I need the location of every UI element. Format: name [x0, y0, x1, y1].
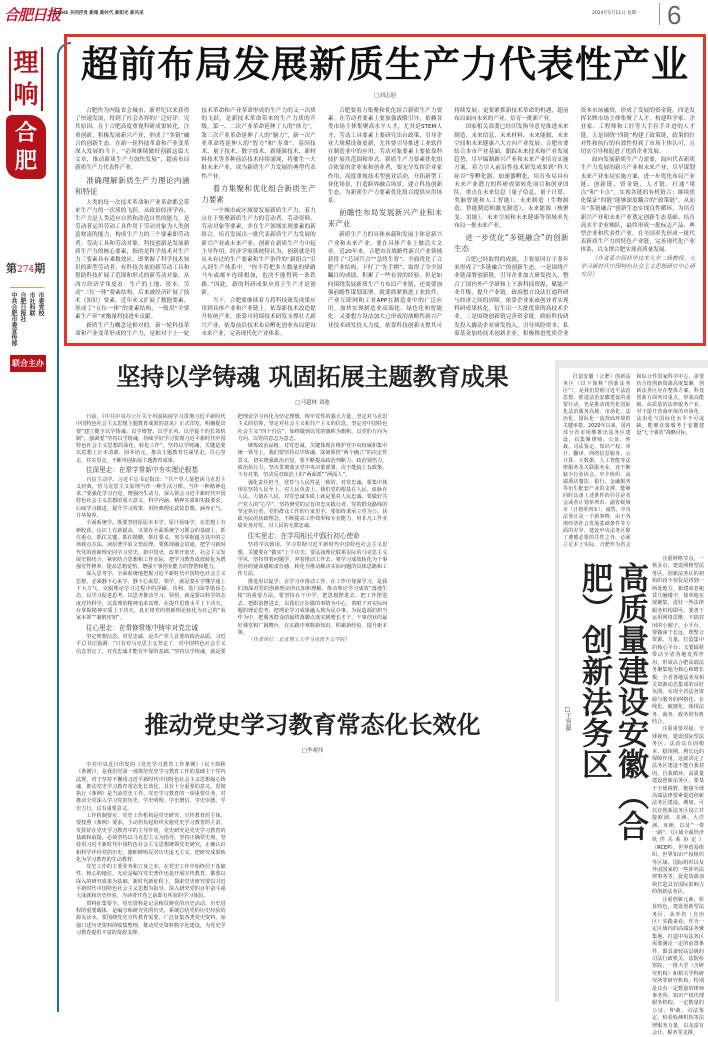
column-brand-logo	[6, 47, 46, 179]
paragraph: 深入思考学。全面系统地把握习近平新时代中国特色社会主义思想，必须静下心来学、静下心来思。领学，就是要在学懂学通上下大力气，克服理论学习过程中的浮躁、功利、装门面等错误心态，以学习促进思考，以思考推动学习。领悟，就是要以科学的态度对待科学，以真理的精神追求真理，在提升思想水平上下功夫，在掌握精神实质上下功夫，真正将党的创新理论转化为自己的“看家本领”“制胜密钥”。	[76, 571, 226, 622]
paragraph: 新质生产力的具体承载和发展主体是新兴产业和未来产业，要在具体产业上做活大文章。近20年来，合肥市在战略性新兴产业领域获得了“芯屏汽合”“急终生智”，全面优化了合肥产业结构，下好了“先手棋”，取得了令全国瞩目的成绩，积累了一些有效的经验。但是如何围绕发展新质生产力布局产业链，还需要加强前瞻性谋划部署。就要抓紧推进工业软件、产业互联网和工业APP在制造业中的广泛应用，加快实现制造业高端化、绿色化和智能化；又要想方设法加大已形成的战略性新兴产业技术研发投入力度，依靠科技创新支撑其可持续发展；更要紧抓新技术革命的机遇，超前布局面向未来的产业，培育一批新产业。	[327, 108, 569, 329]
paragraph: 一个城市或区域要发展新质生产力，着力点在于集聚新质生产力的劳动者、劳动资料、劳动对象等要素，并在生产领域实现要素的新组合，培育发展出一批代表新质生产力发展的新兴产业或未来产业。创新在新质生产力中起主导作用。经济学家熊彼特认为，创新就是将从未有过的生产要素和生产条件的“新组合”引入到生产体系中。“你不管把多大数量的驿路马车或邮车连续相加，也决不能得到一条铁路。”因此，新的科研成果应用于生产才是创新。	[201, 207, 316, 296]
article-byline: □刘志迎	[374, 93, 396, 99]
article-title: 推动党史学习教育常态化长效化	[144, 710, 481, 739]
section-subheading: 前瞻性布局发展新兴产业和未来产业	[327, 208, 443, 229]
paragraph: 全面系统学。既要坚持原原本本学、原汁原味学，在思想上有新收获、认识上有新提高，又要在全面系统学习领会的基础上，抓住重点、抓住关键、抓住精髓，抓住要义，努力掌握蕴含其中的立场观点方法，读原著学原文悟原理，要体现融会贯通，把学习新时代党的创新理论同学习党史、新中国史、改革开放史、社会主义发展史相结合，紧密结合思想和工作实际，把学习教育成效转化为增强党性修养、提高思想觉悟、增强干事创业能力的智慧和能力。	[76, 520, 226, 571]
paragraph: 国家相关部委已经印发指导意见推进未来制造、未来信息、未来材料、未来能源、未来空间和未来健康六大方向产业发展。合肥市要结合本市产业基础，跟踪未来技术和产业发展趋势，尽早编制新兴产业和未来产业培育实施方案，着力引入前沿性技术研发成果到“科大硅谷”等孵化器、加速器孵化，培育布局具有未来产业潜力的科研成果转化项目和创业团队。重点在未来信息（量子信息、量子计算、类脑智能和人工智能）、未来制造（生物制造、智能制造和激光制造）、未来能源（核聚变、氢能）、未来空间和未来健康等领域率先布局一批未来产业。	[454, 124, 569, 229]
paragraph: 当下，合肥要继续着力将科技研发成果应用到具体产业和产业链上，依靠新技术改造提升传统产业，依靠可持续技术研发支撑壮大新兴产业，依靠前沿技术布局孵化创业布局建设未来产业，完善现代化产业体系。	[201, 298, 316, 337]
article	[70, 352, 555, 660]
article-byline: □王智源	[564, 706, 571, 731]
paragraph: 合肥已经取得的成就，主要原因在于多年来形成了“多链融合”的创新生态。一是围绕产业链部署创新链。引导企业加大研发投入，整合了国内外产学研和上下游科技资源，赋能产业升级，提升产业链。政府想方设法打通科研与经济之间的屏障，依靠企业家或创业者实现科研成果转化，衍生出一大批优质的高技术企业。三是围绕创新链完善资金链。政府科技研发投入撬动企业研发投入，引导风险资本、私募基金加持技术创新企业，积极推进优质企业资本市场融资，形成了发展的资金链。四是发挥名牌市场主体集聚了人才。构建科学家、企业家、工程师和工匠等大手拉手并进的人才链。五是围绕“四链”构建了政策链，政策的针对性和执行的有效性得到了市场主体认可，且切实引导和促进了优质企业发展。	[454, 108, 695, 337]
article-title: 高质量建设安徽（合肥）创新法务区	[576, 562, 648, 841]
paragraph: 合肥要着力集聚和优化组合新质生产力要素。在劳动者要素上要加强战略引导，依赖各类市场主体集聚高水平人才，尤其是STEM人才；劳动工具要素上要研究出台政策，引导企业大规模设备更新，尤其要引导推进工业软件在制造业中的应用；劳动对象要素上要依靠科技扩展其范围和形式。新质生产力要素优化组合依靠的企业家和创业者，要充分发挥企业家作用，高度重视技术型创业活动，开拓新型工业化场景，打造跨界融合场景，建立科技创新生态，为新质生产力要素优化组合提供应用场景。	[327, 108, 443, 205]
paragraph: 合肥作为内陆省会城市，新世纪以来获得了快速发展，得到了社会各界的广泛好评。究其原因，在于合肥高度重视科研成果转化，注重创新，积极发展新兴产业，形成了“多链”融合的创新生态。在新一轮科技革命和产业变革深入发展的当下，“必须继续做好创新这篇大文章，推动新质生产力加快发展”，超前布局新质生产力代表性产业。	[75, 108, 190, 172]
paragraph: 中共中央近日印发的《党史学习教育工作条例》（以下简称《条例》），是我们党第一部规范党史学习教育工作的基础主干党内法规，对于坚持不懈用习近平新时代中国特色社会主义思想凝心铸魂，推动党史学习教育常态化长效化，具有十分重要的意义。贯彻执行《条例》是当前党史工作、党史学习教育的一项重要任务，对推动全党深入学习党的历史，学史明理、学史增信、学史崇德、学史力行，具有重要意义。	[76, 762, 226, 812]
issue-prefix: 第	[6, 262, 17, 275]
paragraph: 面向发展新质生产力需要，面向代表新质生产力发展的新兴产业和未来产业，尽早谋划未来产业布局实施方案，进一步优化布局产业链、创新链、资金链、人才链，打通“堵点”和“卡点”，实现各链的有机链合；继续优化保证“四链”能够深度耦合的“政策链”，从而在“多链融合”创新生态实现良性循环，为培育新兴产业和未来产业奠定创新生态基础。培育高水平企业梯队，最终形成一批标志产品、典型企业和代表性产业，在全国率先形成一批代表新质生产力的特色产业链，完善现代化产业体系，以支撑合肥实现高质量发展。	[580, 157, 695, 254]
brand-char: 理	[9, 47, 43, 79]
column-sidebar	[0, 35, 56, 1002]
seal-char: 合	[14, 120, 37, 146]
section-subheading: 进一步优化“多链融合”的创新生态	[454, 233, 569, 254]
paragraph: 推进用以促学。在学习中推动工作、在工作中加深学习，是我们加深对党的创新理论的认知和理解、推动理论学习成效“落地生根”的重要方法。要坚持在干中学，把思想摆进去、把工作摆进去、把职责摆进去，以我们正在做的事情为中心，着眼于对实际问题的理论思考，把理论学习成果融入到为民办事、为民造福的担当作为中，把服务群众的最终落脚点落实到增长才干、干事创业的最好课堂和广阔舞台，在实践中掌握新知识、积累新经验、提升新本领。	[237, 578, 388, 636]
section-subheading: 准确理解新质生产力理论内涵和特征	[75, 175, 190, 196]
paragraph: 人类的每一次技术革命和产业革命都会带来生产力的一次质的飞跃。从政治经济学看，生产力是人类适应自然和改造自然的能力，是劳动者运用劳动工具作用于劳动对象为人类创造财富的能力，构成生产力的三个要素即劳动者、劳动工具和劳动对象。科技创新是发展新质生产力的核心要素，指的是科学技术对生产力三要素具有乘数效应，即掌握了科学技术知识的新型劳动者、有科技含量的新劳动工具和借助科技扩展了范围和形式的新劳动对象。从西方经济学角度看，生产的土地、资本、劳动“三位一体”要素结构，后来被经济扩展了技术（知识）要素，近年来又扩展了数据要素，形成了“五位一体”的要素结构，一般用“全要素生产率”来衡量科技进步贡献。	[75, 199, 190, 321]
section-subheading: 往深里走：在常学常新中夯实理论根基	[85, 466, 198, 475]
article-body-continued	[652, 556, 704, 1036]
section-subheading: 往心里走：在常修常炼中铸牢对党忠诚	[85, 623, 198, 632]
brand-seal	[6, 115, 46, 179]
lead-article	[64, 34, 706, 346]
newspaper-logo: 合肥日报	[4, 6, 61, 24]
section-subheading: 往实里走：在学用相长中践行初心使命	[247, 531, 360, 540]
article-body-lower	[563, 556, 704, 1036]
issue-number	[6, 260, 45, 276]
paragraph: 工作机制要实。党史工作机构是党史研究、宣传教育的主体，要按照《条例》要求，主动担负起组织实施党史学习教育的主责，发挥好在党史学习教育中的主导作用，党史研究是党史学习教育的基础和前提。必须坚持以马克思主义为指导，坚持正确党史观，坚持用习近平新时代中国特色社会主义思想统领党史研究，正确认识和科学评价党的历史，旗帜鲜明反对历史虚无主义，把研究成果转化为学习教育的生动教材。	[76, 813, 226, 863]
paragraph: 党史工作的主要业务和立身之本，在党史工作中始终居于基础性、核心的地位。无论是编写党史著作还是开展宣传教育，都要以深入的研究成果为基础。新时代新征程上，探索党史研究要以习近平新时代中国特色社会主义思想为指导，深入研究党的百年奋斗重大成就和历史经验，为读者开卷之前即有所获的学习体验。	[76, 864, 226, 900]
article-body	[75, 107, 695, 345]
organizer: 市委党校	[37, 292, 44, 316]
article-byline: □李观伟	[301, 748, 324, 754]
article-byline: □马超林 刘迪	[295, 400, 330, 406]
paragraph: 打造安徽（合肥）创新法务区（以下简称“创新法务区”），是我们贯彻习近平法治思想、推进法治安徽建设的重要行动，也是推动现代化国际化法治服务高地、市场化、法治化、国际化一流营商环境的关键举措。2020年以来，国内部分省市相继推出法务区建设，以集聚律师、公证、仲裁、司法鉴定、知识产权、审计、翻译、网络信息服务、云计算、大数据、人工智能等法律服务及关联服务业，还不断缺少行业协会、中介组织、高端酒店餐饮、银行、金融服务等衍生配套产业的支撑。能够同时具备上述条件的往往是省会或者计划单列市、副省级城市（计划单列市），诚然，中央法务区是一个新事物，由于各地经济社会发展基础条件等方面的差异，建设中央法务区除了遵循必要的共性之外，必须立足本土实际。合肥作为省会和综合性国家科学中心，需要结合技创新资源高度集聚，创新法务区应在整体方案、科技创新方面突出重点，形成高能级、高质量的法律服务产业，对于提升营商环境的市场化、法治化与国际化水平不可或缺，能够直接服务于安徽建设“七个强省”战略目标。	[563, 374, 704, 548]
section-subheading: 着力集聚和优化组合新质生产力要素	[201, 183, 316, 204]
divider	[659, 3, 660, 25]
paragraph: 注重重要对接，全球视角，建设国际型法务区。法治具有固根本、稳预期、利长远的保障作用，这就决定了法务区建设不能自我封闭、自我循环。高质量建设创新法务区，要基于全球视野，链接全球高端法律要素促进创新法务区建设。例如，可以在创新法务区设立对接欧洲、美洲、大洋洲、亚洲，以及“一带一路”、《区域全面经济伙伴关系协定》（RCEP）、世界贸易组织、世界知识产权组织等区域、国际组织以及外国国家的一些涉外法律事务等，促进资源加快打造具有国际影响力的创新法务区。	[652, 726, 704, 896]
masthead	[0, 0, 708, 32]
masthead-slogan: AHHS 共同抒发 新闻 新时代 新阳光 新风采	[54, 11, 144, 16]
paragraph: 自信主动学。习近平总书记指出：“共产党人要把读马克思主义经典、悟马克思主义原理当作一种生活习惯、当作一种精神追求。”要强化学习自觉，增强内生动力，深入领会习近平新时代中国特色社会主义思想的重大意义、科学内涵、精神实质和实践要求，后续学习跟进，提升学习效果，用经典理论武装思想、涵养正气、升华境界。	[76, 476, 226, 520]
organizer: 合肥日报社	[19, 292, 26, 322]
paragraph: 注重网格节点，一核多点，建设网格型法务区。创新法务区的初始阶段不仅仅是找到一两处地方，新建或者租赁几幢楼宇，简单地实现聚集，进驻一些法律服务机构即可。要善于运用网络思维，不搞封闭的小圈子、小平台。要做深干长远，既整合资源、力量，打造集中的核心平台；又要辐射带动全省各地发挥作用，形成以合肥高端法务聚集地为核心和增长极、全省各地法务及相关资源动态集成的良好氛围，实现全省法务资源与服务的网格化、在线化、敏捷化，体现法务、商务、政务的有机结合。	[652, 556, 704, 725]
joint-host-badge: 联合主办	[10, 355, 46, 372]
organizer: 中共合肥市委宣传部	[10, 292, 17, 346]
seal-char: 肥	[14, 148, 37, 174]
paragraph: 注重创新元素，彰显特色，建设创新型法务区。从外省（自治区）实践来看，作为一定区域内的高端法务聚集地，打造中央法务区需要满足一定的前置条件，即具备较高层级的司法行政机关、法院检察院、一批大学（含研究机构）和相关学科研究所等研究机构，特别是具有一定数量的律师事务所、知识产权代理服务机构，一定数量的公证、仲裁、司法鉴定、检验检测机构等法律服务力量，以及富有会计、税务等支撑。	[652, 896, 704, 1036]
organizers	[10, 287, 44, 346]
article	[70, 700, 555, 1002]
page-number: 6	[667, 0, 682, 30]
issue-no: 274	[17, 265, 35, 275]
author-note: （作者系中国科学技术大学二级教授、大学习新时代中国特色社会主义思想研究中心研究员）	[580, 255, 695, 279]
article-body	[76, 762, 549, 994]
side-article	[559, 368, 708, 1036]
brand-char: 响	[9, 79, 43, 111]
paragraph: 资料征集要全。党史资料是记录和反映党的历史活动、历史进程的重要载体，是编写和研究党的历史、系统总结党的历史经验的源头活水。要围绕党史宣传教育需要，广泛征集各类党史资料，加强口述历史资料的收集整理，推动党史资料数字化建设，为党史学习教育提供丰富的资源支撑。	[76, 900, 226, 936]
paragraph: 坚定理想信念。对党忠诚，是共产党人首要的政治品质。习近平总书记强调：“只有对马克思主义坚定了，对中国特色社会主义信念坚定了，对党忠诚才能有牢靠的基础。”坚持以学铸魂，就是要把理论学习内化为坚定理想、铸牢党性的强大力量，坚定对马克思主义的信仰，坚定对社会主义和共产主义的信念，坚定对中国特色社会主义“四个自信”，始终做到以党的旗帜为旗帜、以党的方向为方向、以党的意志为意志。	[76, 414, 388, 655]
paragraph: 日前，《中共中央办公厅关于巩固拓展学习贯彻习近平新时代中国特色社会主义思想主题教育成果的意见》正式印发，明确提出要“建立健全以学铸魂、以学增智、以学正风、以学促干的长效机制”，强调要“坚持以学铸魂，持续学好学习贯彻习近平新时代中国特色社会主义思想的深化、转化工作”。坚持以学铸魂，关键是要以思想上正本清源、固本培元，推动主题教育往深里走、往心里走、往实里走，不断巩固拓展主题教育成果。	[76, 414, 226, 464]
paragraph: 新质生产力概念是相对的。新一轮科技革命和产业变革形成的生产力，是相对于上一轮技术革命和产业革命形成的生产力的又一次质的飞跃，是新技术革命带来的生产力质的升级。第一、二次产业革命延伸了人的“体力”，第三次产业革命延伸了人的“脑力”，新一次产业革命将延伸人的“智力”和“寿命”。基因技术、量子技术、数字技术、新能源技术、新材料技术等多种前沿技术持续涌现，将催生一大批未来产业，成为新质生产力发展的典型代表性产业。	[75, 108, 316, 337]
issue-suffix: 期	[34, 262, 46, 275]
organizer: 市社科联	[28, 292, 35, 316]
side-article-panel	[555, 360, 708, 1036]
paragraph: 锤炼政治品格。对党忠诚，关键体现在维护党中央权威和集中统一领导上。我们要坚持以学铸魂，深刻领悟“两个确立”的决定性意义，切实增强政治自觉。要不断提高政治判断力、政治领悟力、政治执行力，坚决贯彻落实党中央决策部署，决不能搞上有政策、下有对策，坚决反对政治上的“两面派”“两面人”。	[237, 443, 388, 479]
article-body-top	[563, 374, 704, 552]
article-body	[76, 414, 549, 658]
article-title: 坚持以学铸魂 巩固拓展主题教育成果	[116, 362, 509, 391]
paragraph: 坚持学以致用。学习贯彻习近平新时代中国特色社会主义思想，关键要在“做实”上下功夫。要弘扬理论联系实际的马克思主义学风，坚持带着问题学，奔着推动工作去，将学习成效转化为干事创业的使命感和责任感，转化为推动解决实际问题的具体思路和工作方法。	[237, 542, 388, 578]
paragraph: 强化责任担当。党性与人民性是一致的。对党忠诚，要集中体现在坚持人民至上、对人民负责上。我们党的根基在人民、血脉在人民、力量在人民，对党忠诚本质上就是要对人民忠诚。要做好共产党人的“心学”，坚持修党的宗旨的忠实践行者、党的群众路线的坚定执行者、党的群众工作的行家里手。要始终秉承立党为公、执政为民的执政理念，不断提高工作效率和专业能力，用非凡工作业绩业务对党、对人民的无限忠诚。	[237, 479, 388, 530]
issue-date: 2024年5月11日 星期一	[592, 11, 641, 16]
author-note: （作者单位：北京理工大学马克思主义学院）	[247, 637, 350, 644]
article-title: 超前布局发展新质生产力代表性产业	[81, 44, 689, 85]
